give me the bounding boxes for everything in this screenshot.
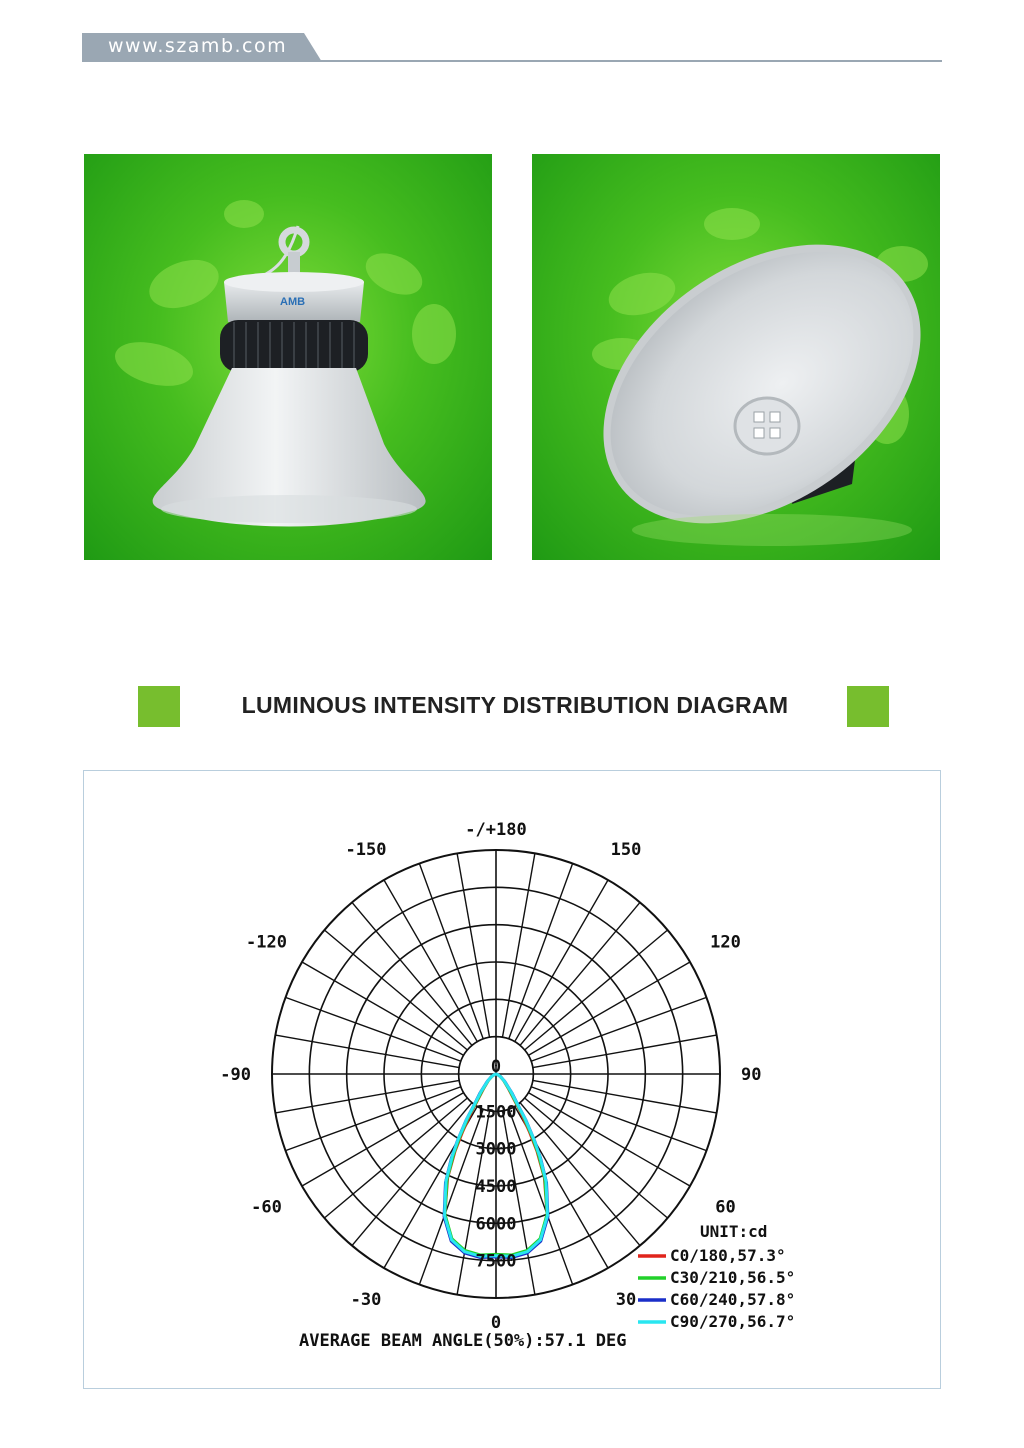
angle-label: -/+180: [465, 820, 527, 840]
chart-legend: [638, 1222, 795, 1331]
angle-label: 0: [490, 1313, 502, 1333]
polar-spoke: [324, 930, 467, 1050]
angle-label: -30: [350, 1290, 382, 1311]
radial-tick-label: 7500: [475, 1251, 517, 1272]
beam-angle-footer: AVERAGE BEAM ANGLE(50%):57.1 DEG: [299, 1331, 627, 1351]
angle-label: -150: [345, 839, 387, 860]
polar-chart: [84, 771, 942, 1390]
title-accent-right: [847, 686, 889, 727]
radial-tick-label: 3000: [475, 1139, 517, 1160]
radial-tick-label: 1500: [475, 1102, 517, 1123]
legend-entry: C30/210,56.5°: [670, 1268, 796, 1287]
radial-tick-label: 4500: [475, 1177, 517, 1197]
polar-spoke: [352, 902, 472, 1045]
radial-tick-label: 0: [490, 1057, 502, 1077]
header-divider: [82, 60, 942, 62]
legend-entry: C90/270,56.7°: [670, 1312, 796, 1331]
logo-mark: AMB: [280, 296, 306, 308]
polar-spoke: [525, 930, 668, 1050]
section-title: LUMINOUS INTENSITY DISTRIBUTION DIAGRAM: [241, 692, 789, 718]
angle-label: 150: [610, 839, 642, 860]
angle-label: 30: [615, 1290, 637, 1311]
angle-label: -120: [246, 932, 287, 953]
unit-label: UNIT:cd: [700, 1222, 768, 1241]
angle-label: -90: [220, 1065, 251, 1085]
angle-label: 90: [741, 1065, 762, 1085]
website-url[interactable]: www.szamb.com: [108, 35, 288, 57]
product-photo-bottom: [532, 154, 940, 560]
high-bay-light-bottom-image: [532, 154, 940, 560]
angle-label: -60: [251, 1197, 282, 1218]
angle-label: 60: [715, 1197, 736, 1218]
polar-spoke: [352, 1103, 472, 1246]
legend-entry: C0/180,57.3°: [670, 1246, 786, 1265]
title-accent-left: [138, 686, 180, 727]
polar-spoke: [520, 902, 640, 1045]
product-photo-side: [84, 154, 492, 560]
high-bay-light-side-image: [84, 154, 492, 560]
intensity-diagram-panel: [83, 770, 941, 1389]
angle-label: 120: [710, 932, 741, 953]
legend-entry: C60/240,57.8°: [670, 1290, 796, 1309]
radial-tick-label: 6000: [475, 1214, 517, 1235]
polar-spoke: [520, 1103, 640, 1246]
